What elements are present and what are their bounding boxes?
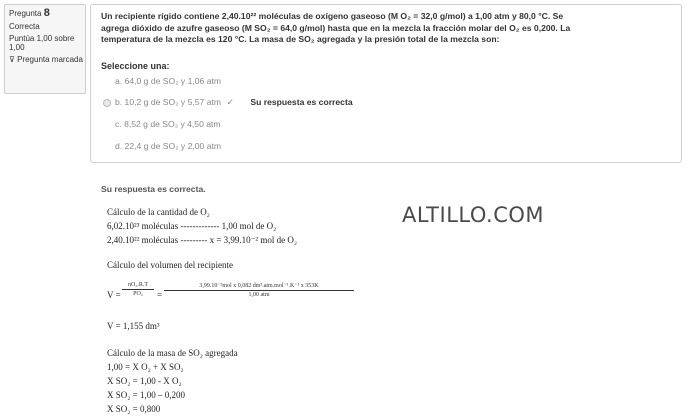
option-label: c. 8,52 g de SO₂ y 4,50 atm [115,119,221,129]
fraction-denominator: PO₂ [133,291,143,297]
solution-line: X SO₂ = 1,00 – 0,200 [107,390,185,400]
question-content [90,4,682,163]
option-label: d. 22,4 g de SO₂ y 2,00 atm [115,141,222,151]
answer-option-c[interactable] [115,119,221,129]
question-label: Pregunta [9,9,42,18]
numeric-fraction [164,282,354,298]
question-info-panel [4,4,86,94]
question-text-line: temperatura de la mezcla es 120 °C. La masa de SO₂ agregada y la presión total de la mezcla son: [101,34,500,44]
option-label: b. 10,2 g de SO₂ y 5,57 atm [115,97,222,107]
flag-label: Pregunta marcada [17,55,83,64]
fraction-bar [164,290,354,291]
solution-heading-mass: Cálculo de la masa de SO₂ agregada [107,348,238,358]
ideal-gas-fraction [122,282,154,297]
answer-option-d[interactable] [115,141,221,151]
equals-sign: = [157,290,163,300]
fraction-bar [122,289,154,290]
question-text [101,11,676,46]
flag-question-button[interactable] [9,55,85,64]
solution-heading-volume: Cálculo del volumen del recipiente [107,260,233,270]
question-number-value: 8 [43,7,50,19]
option-label: a. 64,0 g de SO₂ y 1,06 atm [115,76,222,86]
solution-heading-oxygen: Cálculo de la cantidad de O₂ [107,207,210,217]
solution-line: 2,40.10²² moléculas --------- x = 3,99.10⁻² mol de O₂ [107,235,298,245]
solution-line: X SO₂ = 0,800 [107,404,161,414]
solution-line: 6,02.10²³ moléculas ------------- 1,00 mol de O₂ [107,221,277,231]
solution-line: 1,00 = X O₂ + X SO₂ [107,362,184,372]
answer-radio-b[interactable] [103,99,111,107]
question-number [9,9,85,18]
volume-result: V = 1,155 dm³ [107,321,160,331]
volume-label: V = [107,290,121,300]
watermark-logo: ALTILLO.COM [402,203,545,227]
answer-option-b[interactable] [115,97,353,108]
solution-line: X SO₂ = 1,00 - X O₂ [107,376,182,386]
fraction-numerator: nO₂.R.T [127,282,149,288]
correct-feedback: Su respuesta es correcta [250,97,353,107]
answer-option-a[interactable] [115,76,221,86]
answer-feedback: Su respuesta es correcta. [101,184,206,194]
question-text-line: Un recipiente rígido contiene 2,40.10²² moléculas de oxígeno gaseoso (M O₂ = 32,0 g/mol) a 1,00 atm y 80,0 °C. Se [101,11,564,21]
question-status: Correcta [9,22,40,31]
fraction-denominator: 1,00 atm [248,292,270,298]
question-text-line: agrega dióxido de azufre gaseoso (M SO₂ = 64,0 g/mol) hasta que en la mezcla la fracción molar del O₂ es 0,200. La [101,22,571,33]
question-score: Puntúa 1,00 sobre 1,00 [9,34,75,52]
fraction-numerator: 3,99.10⁻²mol x 0,082 dm³.atm.mol⁻¹.K⁻¹ x 353K [199,283,319,289]
check-icon: ✓ [226,97,234,107]
flag-icon: ⊽ [9,55,15,64]
select-one-prompt: Seleccione una: [101,61,170,71]
